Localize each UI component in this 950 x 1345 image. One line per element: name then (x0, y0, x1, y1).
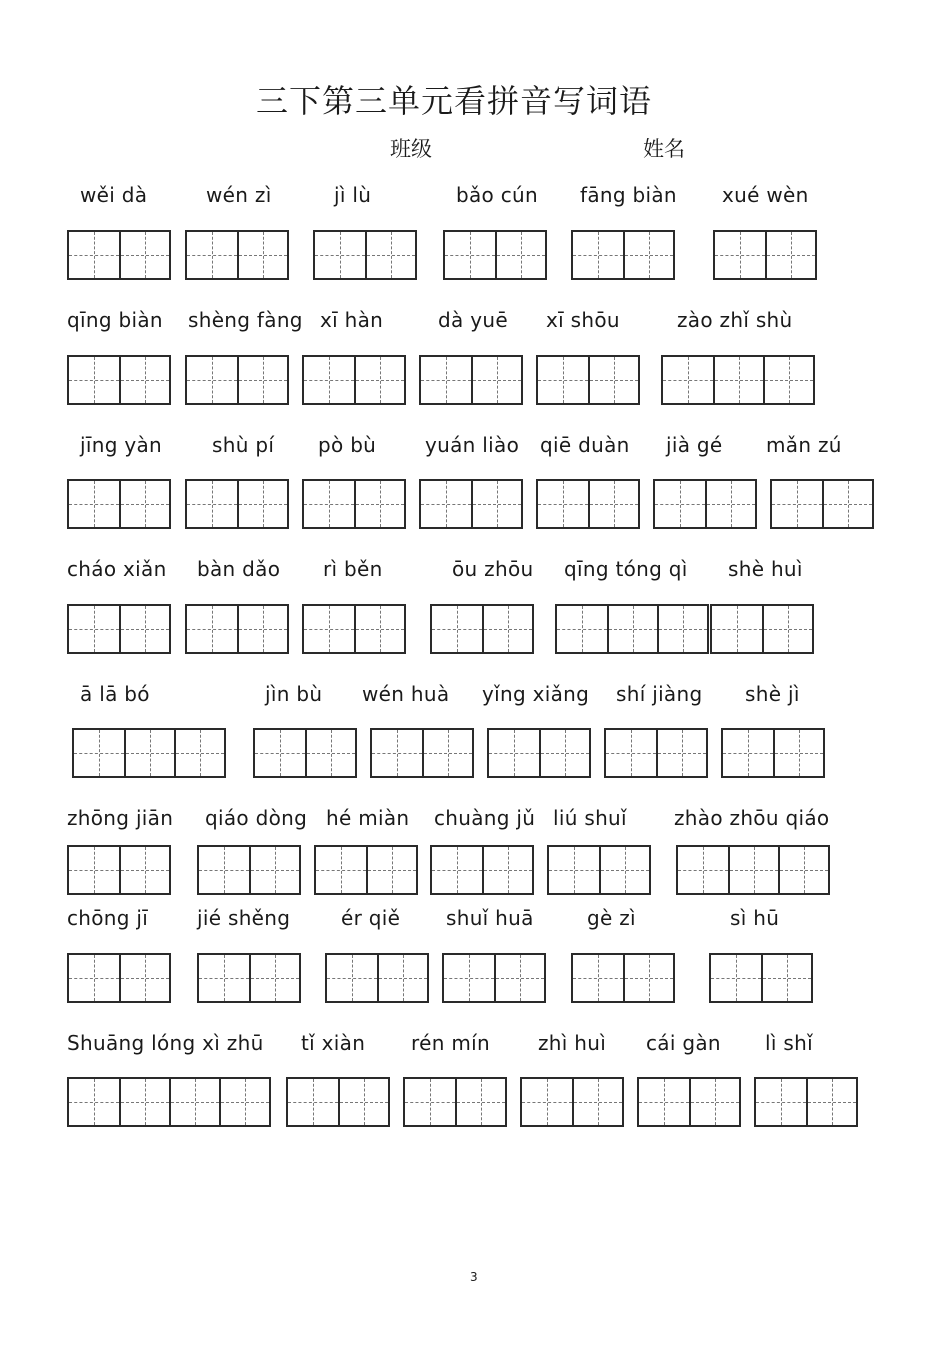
writing-box-group[interactable] (325, 953, 429, 1003)
tianzige-cell[interactable] (495, 232, 545, 278)
tianzige-cell[interactable] (572, 1079, 622, 1125)
tianzige-cell[interactable] (169, 1079, 219, 1125)
pinyin-row (0, 806, 950, 836)
tianzige-cell[interactable] (723, 730, 773, 776)
pinyin-text: bǎo cún (456, 183, 538, 207)
writing-box-group[interactable] (555, 604, 709, 654)
writing-box-group[interactable] (67, 355, 171, 405)
tianzige-cell[interactable] (119, 1079, 169, 1125)
writing-box-group[interactable] (520, 1077, 624, 1127)
tianzige-cell[interactable] (354, 606, 404, 652)
tianzige-cell[interactable] (187, 357, 237, 403)
tianzige-cell[interactable] (639, 1079, 689, 1125)
tianzige-cell[interactable] (772, 481, 822, 527)
writing-box-group[interactable] (302, 355, 406, 405)
pinyin-text: Shuāng lóng xì zhū (67, 1031, 264, 1055)
tianzige-cell[interactable] (715, 232, 765, 278)
pinyin-row (0, 557, 950, 587)
tianzige-cell[interactable] (255, 730, 305, 776)
tianzige-cell[interactable] (119, 955, 169, 1001)
writing-box-group[interactable] (403, 1077, 507, 1127)
pinyin-text: shù pí (212, 433, 275, 457)
pinyin-text: yuán liào (425, 433, 520, 457)
pinyin-text: cháo xiǎn (67, 557, 167, 581)
pinyin-text: zào zhǐ shù (677, 308, 793, 332)
tianzige-cell[interactable] (445, 232, 495, 278)
tianzige-cell[interactable] (69, 955, 119, 1001)
tianzige-cell[interactable] (549, 847, 599, 893)
tianzige-cell[interactable] (377, 955, 427, 1001)
pinyin-text: ā lā bó (80, 682, 150, 706)
pinyin-text: sì hū (730, 906, 780, 930)
tianzige-cell[interactable] (713, 357, 763, 403)
writing-box-group[interactable] (419, 355, 523, 405)
tianzige-cell[interactable] (304, 606, 354, 652)
tianzige-cell[interactable] (237, 357, 287, 403)
pinyin-text: jì lù (334, 183, 372, 207)
writing-box-group[interactable] (197, 845, 301, 895)
tianzige-cell[interactable] (74, 730, 124, 776)
writing-box-group[interactable] (676, 845, 830, 895)
writing-box-group[interactable] (286, 1077, 390, 1127)
tianzige-cell[interactable] (338, 1079, 388, 1125)
pinyin-text: shuǐ huā (446, 906, 534, 930)
tianzige-cell[interactable] (432, 847, 482, 893)
tianzige-cell[interactable] (421, 481, 471, 527)
class-label: 班级 (390, 137, 432, 161)
tianzige-cell[interactable] (354, 357, 404, 403)
pinyin-text: hé miàn (326, 806, 410, 830)
tianzige-cell[interactable] (305, 730, 355, 776)
pinyin-text: liú shuǐ (553, 806, 627, 830)
tianzige-cell[interactable] (663, 357, 713, 403)
pinyin-text: shí jiàng (616, 682, 703, 706)
pinyin-text: xī shōu (546, 308, 620, 332)
writing-box-row (0, 1077, 950, 1131)
tianzige-cell[interactable] (588, 357, 638, 403)
writing-box-group[interactable] (302, 479, 406, 529)
pinyin-row (0, 682, 950, 712)
pinyin-text: shè jì (745, 682, 800, 706)
pinyin-text: qiē duàn (540, 433, 630, 457)
tianzige-cell[interactable] (657, 606, 707, 652)
pinyin-text: gè zì (587, 906, 636, 930)
tianzige-cell[interactable] (124, 730, 174, 776)
tianzige-cell[interactable] (187, 481, 237, 527)
tianzige-cell[interactable] (599, 847, 649, 893)
writing-box-group[interactable] (487, 728, 591, 778)
writing-box-group[interactable] (197, 953, 301, 1003)
writing-box-group[interactable] (185, 479, 289, 529)
writing-box-group[interactable] (67, 479, 171, 529)
pinyin-row (0, 433, 950, 463)
tianzige-cell[interactable] (316, 847, 366, 893)
pinyin-row (0, 183, 950, 213)
writing-box-group[interactable] (314, 845, 418, 895)
writing-box-group[interactable] (185, 230, 289, 280)
pinyin-text: zhào zhōu qiáo (674, 806, 830, 830)
writing-box-group[interactable] (72, 728, 226, 778)
tianzige-cell[interactable] (237, 606, 287, 652)
tianzige-cell[interactable] (119, 481, 169, 527)
pinyin-row (0, 308, 950, 338)
pinyin-text: rì běn (323, 557, 383, 581)
tianzige-cell[interactable] (482, 847, 532, 893)
tianzige-cell[interactable] (187, 606, 237, 652)
writing-box-group[interactable] (313, 230, 417, 280)
tianzige-cell[interactable] (119, 232, 169, 278)
writing-box-row (0, 230, 950, 284)
tianzige-cell[interactable] (761, 955, 811, 1001)
writing-box-group[interactable] (430, 845, 534, 895)
pinyin-text: xī hàn (320, 308, 384, 332)
writing-box-row (0, 728, 950, 782)
pinyin-text: chuàng jǔ (434, 806, 536, 830)
writing-box-group[interactable] (754, 1077, 858, 1127)
tianzige-cell[interactable] (119, 847, 169, 893)
tianzige-cell[interactable] (69, 1079, 119, 1125)
writing-box-group[interactable] (713, 230, 817, 280)
page-number: 3 (470, 1270, 478, 1284)
tianzige-cell[interactable] (728, 847, 778, 893)
pinyin-text: jié shěng (197, 906, 291, 930)
tianzige-cell[interactable] (538, 481, 588, 527)
writing-box-row (0, 845, 950, 899)
pinyin-text: pò bù (318, 433, 377, 457)
tianzige-cell[interactable] (119, 357, 169, 403)
pinyin-text: chōng jī (67, 906, 149, 930)
pinyin-text: zhì huì (538, 1031, 607, 1055)
pinyin-row (0, 1031, 950, 1061)
tianzige-cell[interactable] (315, 232, 365, 278)
name-label: 姓名 (643, 137, 685, 161)
writing-box-group[interactable] (253, 728, 357, 778)
writing-box-row (0, 953, 950, 1007)
tianzige-cell[interactable] (712, 606, 762, 652)
tianzige-cell[interactable] (199, 955, 249, 1001)
pinyin-text: wén zì (206, 183, 272, 207)
tianzige-cell[interactable] (756, 1079, 806, 1125)
tianzige-cell[interactable] (656, 730, 706, 776)
tianzige-cell[interactable] (705, 481, 755, 527)
writing-box-group[interactable] (571, 230, 675, 280)
tianzige-cell[interactable] (304, 481, 354, 527)
pinyin-text: jià gé (666, 433, 723, 457)
tianzige-cell[interactable] (119, 606, 169, 652)
tianzige-cell[interactable] (573, 955, 623, 1001)
writing-box-group[interactable] (547, 845, 651, 895)
writing-box-group[interactable] (604, 728, 708, 778)
writing-box-group[interactable] (443, 230, 547, 280)
writing-box-row (0, 479, 950, 533)
pinyin-text: wén huà (362, 682, 450, 706)
tianzige-cell[interactable] (187, 232, 237, 278)
tianzige-cell[interactable] (607, 606, 657, 652)
pinyin-text: shè huì (728, 557, 803, 581)
pinyin-text: jìn bù (265, 682, 323, 706)
pinyin-text: mǎn zú (766, 433, 842, 457)
tianzige-cell[interactable] (421, 357, 471, 403)
tianzige-cell[interactable] (422, 730, 472, 776)
tianzige-cell[interactable] (372, 730, 422, 776)
writing-box-group[interactable] (419, 479, 523, 529)
tianzige-cell[interactable] (765, 232, 815, 278)
tianzige-cell[interactable] (689, 1079, 739, 1125)
writing-box-group[interactable] (770, 479, 874, 529)
pinyin-text: qīng tóng qì (564, 557, 688, 581)
pinyin-text: tǐ xiàn (301, 1031, 366, 1055)
tianzige-cell[interactable] (69, 606, 119, 652)
tianzige-cell[interactable] (538, 357, 588, 403)
writing-box-group[interactable] (536, 355, 640, 405)
writing-box-group[interactable] (67, 1077, 271, 1127)
tianzige-cell[interactable] (557, 606, 607, 652)
tianzige-cell[interactable] (69, 232, 119, 278)
pinyin-text: fāng biàn (580, 183, 677, 207)
tianzige-cell[interactable] (606, 730, 656, 776)
pinyin-text: shèng fàng (188, 308, 303, 332)
tianzige-cell[interactable] (623, 232, 673, 278)
tianzige-cell[interactable] (482, 606, 532, 652)
pinyin-text: jīng yàn (80, 433, 163, 457)
tianzige-cell[interactable] (711, 955, 761, 1001)
pinyin-text: dà yuē (438, 308, 508, 332)
tianzige-cell[interactable] (806, 1079, 856, 1125)
writing-box-group[interactable] (302, 604, 406, 654)
tianzige-cell[interactable] (763, 357, 813, 403)
tianzige-cell[interactable] (288, 1079, 338, 1125)
tianzige-cell[interactable] (354, 481, 404, 527)
pinyin-text: zhōng jiān (67, 806, 174, 830)
writing-box-group[interactable] (67, 845, 171, 895)
writing-box-group[interactable] (536, 479, 640, 529)
tianzige-cell[interactable] (573, 232, 623, 278)
writing-box-group[interactable] (637, 1077, 741, 1127)
writing-box-group[interactable] (721, 728, 825, 778)
pinyin-text: bàn dǎo (197, 557, 281, 581)
tianzige-cell[interactable] (219, 1079, 269, 1125)
tianzige-cell[interactable] (69, 847, 119, 893)
tianzige-cell[interactable] (588, 481, 638, 527)
tianzige-cell[interactable] (471, 357, 521, 403)
writing-box-group[interactable] (67, 604, 171, 654)
pinyin-text: xué wèn (722, 183, 809, 207)
tianzige-cell[interactable] (762, 606, 812, 652)
tianzige-cell[interactable] (778, 847, 828, 893)
pinyin-text: qīng biàn (67, 308, 163, 332)
tianzige-cell[interactable] (522, 1079, 572, 1125)
writing-box-group[interactable] (185, 604, 289, 654)
tianzige-cell[interactable] (249, 847, 299, 893)
tianzige-cell[interactable] (678, 847, 728, 893)
writing-box-row (0, 604, 950, 658)
pinyin-row (0, 906, 950, 936)
tianzige-cell[interactable] (174, 730, 224, 776)
tianzige-cell[interactable] (822, 481, 872, 527)
tianzige-cell[interactable] (69, 481, 119, 527)
tianzige-cell[interactable] (69, 357, 119, 403)
writing-box-group[interactable] (67, 953, 171, 1003)
tianzige-cell[interactable] (327, 955, 377, 1001)
page-title: 三下第三单元看拼音写词语 (255, 82, 652, 120)
writing-box-group[interactable] (571, 953, 675, 1003)
pinyin-text: lì shǐ (765, 1031, 813, 1055)
pinyin-text: ér qiě (341, 906, 401, 930)
tianzige-cell[interactable] (365, 232, 415, 278)
writing-box-group[interactable] (709, 953, 813, 1003)
pinyin-text: qiáo dòng (205, 806, 308, 830)
tianzige-cell[interactable] (471, 481, 521, 527)
writing-box-group[interactable] (653, 479, 757, 529)
tianzige-cell[interactable] (237, 232, 287, 278)
tianzige-cell[interactable] (304, 357, 354, 403)
tianzige-cell[interactable] (773, 730, 823, 776)
writing-box-group[interactable] (661, 355, 815, 405)
writing-box-group[interactable] (370, 728, 474, 778)
writing-box-group[interactable] (442, 953, 546, 1003)
tianzige-cell[interactable] (249, 955, 299, 1001)
tianzige-cell[interactable] (455, 1079, 505, 1125)
tianzige-cell[interactable] (489, 730, 539, 776)
writing-box-group[interactable] (430, 604, 534, 654)
pinyin-text: rén mín (411, 1031, 490, 1055)
tianzige-cell[interactable] (623, 955, 673, 1001)
writing-box-group[interactable] (67, 230, 171, 280)
tianzige-cell[interactable] (199, 847, 249, 893)
tianzige-cell[interactable] (655, 481, 705, 527)
tianzige-cell[interactable] (237, 481, 287, 527)
tianzige-cell[interactable] (366, 847, 416, 893)
tianzige-cell[interactable] (444, 955, 494, 1001)
pinyin-text: cái gàn (646, 1031, 721, 1055)
tianzige-cell[interactable] (494, 955, 544, 1001)
writing-box-group[interactable] (185, 355, 289, 405)
tianzige-cell[interactable] (432, 606, 482, 652)
writing-box-group[interactable] (710, 604, 814, 654)
tianzige-cell[interactable] (405, 1079, 455, 1125)
pinyin-text: yǐng xiǎng (482, 682, 590, 706)
tianzige-cell[interactable] (539, 730, 589, 776)
pinyin-text: wěi dà (80, 183, 148, 207)
pinyin-text: ōu zhōu (452, 557, 534, 581)
writing-box-row (0, 355, 950, 409)
